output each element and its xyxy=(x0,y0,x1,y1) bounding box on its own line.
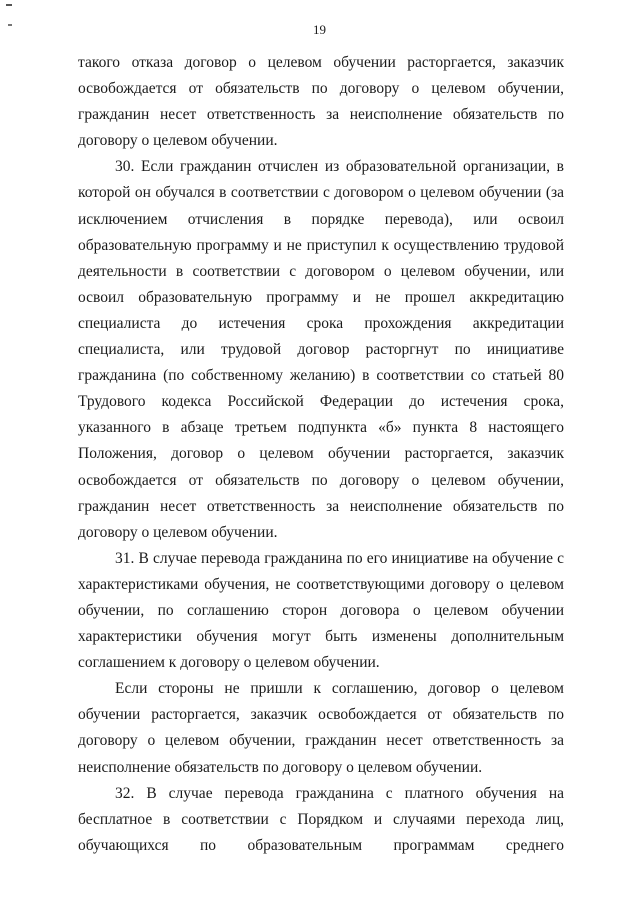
paragraph-item-31-second: Если стороны не пришли к соглашению, договор о целевом обучении расторгается, заказчик освобождается от обязательств по договору о целевом обучении, гражданин несет ответственность за неисполнение обязательств по договору о целевом обучении. xyxy=(78,680,564,776)
page-number: 19 xyxy=(313,22,326,37)
paragraph-item-32: 32. В случае перевода гражданина с платного обучения на бесплатное в соответствии с Порядком и случаями перехода лиц, обучающихся по образовательным программам среднего xyxy=(78,784,564,854)
paragraph-item-30: 30. Если гражданин отчислен из образовательной организации, в которой он обучался в соответствии с договором о целевом обучении (за исключением отчисления в порядке перевода), или освоил образовательную программу и не приступил к осуществлению трудовой деятельности в соответствии с договором о целевом обучении, или освоил образовательную программу и не прошел аккредитацию специалиста до истечения срока прохождения аккредитации специалиста, или трудовой договор расторгнут по инициативе гражданина (по собственному желанию) в соответствии со статьей 80 Трудового кодекса Российской Федерации до истечения срока, указанного в абзаце третьем подпункта «б» пункта 8 настоящего Положения, договор о целевом обучении расторгается, заказчик освобождается от обязательств по договору о целевом обучении, гражданин несет ответственность за неисполнение обязательств по договору о целевом обучении. xyxy=(78,158,564,541)
scan-tick-top xyxy=(6,4,12,6)
paragraph-continuation: такого отказа договор о целевом обучении расторгается, заказчик освобождается от обязательств по договору о целевом обучении, гражданин несет ответственность за неисполнение обязательств по договору о целевом обучении. xyxy=(78,54,564,150)
document-body xyxy=(78,50,564,859)
paragraph-item-31: 31. В случае перевода гражданина по его инициативе на обучение с характеристиками обучения, не соответствующими договору о целевом обучении, по соглашению сторон договора о целевом обучении характеристики обучения могут быть изменены дополнительным соглашением к договору о целевом обучении. xyxy=(78,549,564,672)
